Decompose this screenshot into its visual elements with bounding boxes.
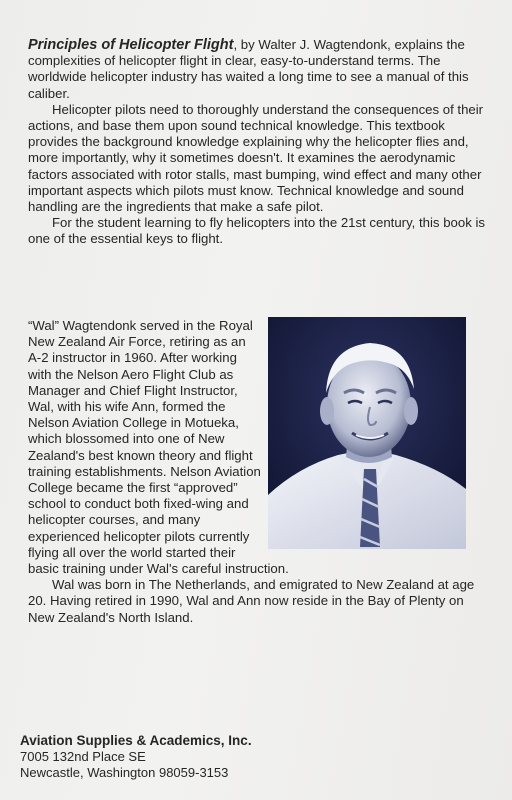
bio-line: flying all over the world started their: [28, 544, 236, 560]
bio-line: which blossomed into one of New: [28, 431, 225, 447]
bio-line: with the Nelson Aero Flight Club as: [28, 366, 234, 382]
bio-paragraph-2: Wal was born in The Netherlands, and emigrated to New Zealand at age 20. Having retired in 1990, Wal and Ann now reside in the Bay of Plenty on New Zealand's North Island.: [28, 577, 475, 625]
bio-line: Zealand's best known theory and flight: [28, 447, 253, 463]
publisher-block: [20, 733, 252, 781]
description-paragraph-2: Helicopter pilots need to thoroughly understand the consequences of their actions, and base them upon sound technical knowledge. This textbook provides the background knowledge explaining why the helicopter flies and, more importantly, why it sometimes doesn't. It examines the aerodynamic factors associated with rotor stalls, mast bumping, wind effect and many other important aspects which pilots must know. Technical knowledge and sound handling are the ingredients that make a safe pilot.: [28, 101, 484, 215]
bio-line: Nelson Aviation College in Motueka,: [28, 415, 239, 431]
bio-line: experienced helicopter pilots currently: [28, 528, 250, 544]
book-description: [28, 37, 488, 248]
bio-line: College became the first “approved”: [28, 480, 238, 496]
author-bio: [28, 318, 488, 626]
bio-line: Manager and Chief Flight Instructor,: [28, 382, 238, 398]
bio-line: “Wal” Wagtendonk served in the Royal: [28, 318, 253, 333]
publisher-street: 7005 132nd Place SE: [20, 749, 146, 764]
bio-line: A-2 instructor in 1960. After working: [28, 350, 237, 366]
bio-line: Wal, with his wife Ann, formed the: [28, 399, 226, 415]
bio-line: helicopter courses, and many: [28, 512, 201, 528]
description-paragraph-1-text: , by Walter J. Wagtendonk, explains the complexities of helicopter flight in clear, easy-to-understand terms. The worldwide helicopter industry has waited a long time to see a manual of this caliber.: [28, 37, 469, 101]
book-title: Principles of Helicopter Flight: [28, 37, 234, 53]
publisher-name: Aviation Supplies & Academics, Inc.: [20, 733, 252, 748]
bio-line: school to conduct both fixed-wing and: [28, 496, 249, 512]
bio-line: New Zealand Air Force, retiring as an: [28, 334, 246, 350]
description-paragraph-1: [28, 37, 488, 102]
author-bio-column: [28, 318, 264, 561]
bio-line: training establishments. Nelson Aviation: [28, 463, 261, 479]
publisher-city: Newcastle, Washington 98059-3153: [20, 765, 229, 780]
bio-line: basic training under Wal's careful instruction.: [28, 561, 289, 577]
description-paragraph-3: For the student learning to fly helicopters into the 21st century, this book is one of the essential keys to flight.: [28, 215, 485, 247]
